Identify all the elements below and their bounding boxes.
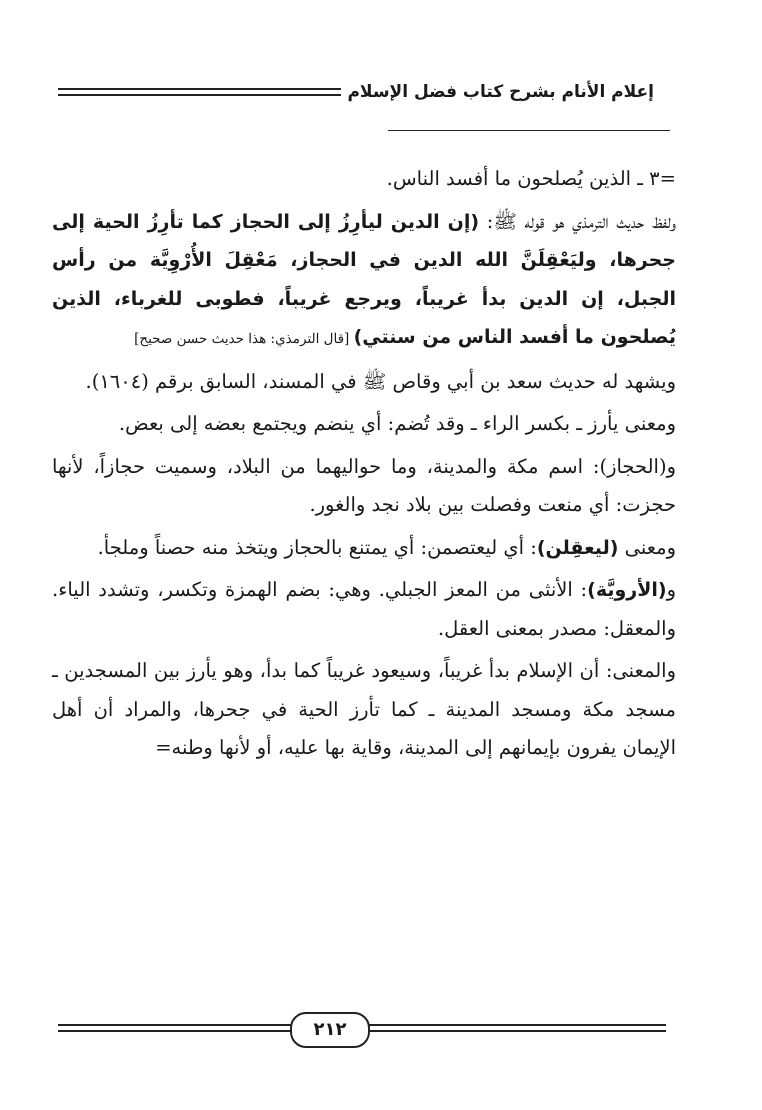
definition-yarizu: ومعنى يأرز ـ بكسر الراء ـ وقد تُضم: أي ينضم ويجتمع بعضه إلى بعض. (118, 412, 676, 435)
page-body (52, 160, 676, 772)
supporting-hadith: ويشهد له حديث سعد بن أبي وقاص ﷺ في المسند، السابق برقم (١٦٠٤). (85, 369, 676, 393)
term-arwiyya: (الأرويَّة) (587, 579, 667, 601)
hadith-paragraph (52, 203, 676, 359)
meaning-paragraph: والمعنى: أن الإسلام بدأ غريباً، وسيعود غريباً كما بدأ، وهو يأرز بين المسجدين ـ مسجد مكة ومسجد المدينة ـ كما تأرز الحية في جحرها، والمراد أن أهل الإيمان يفرون بإيمانهم إلى المدينة، وقاية بها عليه، أو لأنها وطنه= (52, 659, 676, 759)
footnote-continuation: =٣ ـ الذين يُصلحون ما أفسد الناس. (386, 167, 676, 190)
hadith-intro: ولفظ حديث الترمذي هو قوله ﷺ: (479, 209, 676, 233)
definition-hijaz: و(الحجاز): اسم مكة والمدينة، وما حواليهما من البلاد، وسميت حجازاً، لأنها حجزت: أي منعت وفصلت بين بلاد نجد والغور. (52, 454, 676, 516)
page-number: ٢١٢ (290, 1012, 370, 1048)
definition-arwiyya: و(الأرويَّة): الأنثى من المعز الجبلي. وهي: بضم الهمزة وتكسر، وتشدد الياء. والمعقل: مصدر بمعنى العقل. (52, 578, 676, 640)
hadith-text: (إن الدين ليأرِزُ إلى الحجاز كما تأرِزُ الحية إلى جحرها، وليَعْقِلَنَّ الله الدين في الحجاز، مَعْقِلَ الأُرْوِيَّة من رأس الجبل، إن الدين بدأ غريباً، ويرجع غريباً، فطوبى للغرباء، الذين يُصلحون ما أفسد الناس من سنتي) (52, 210, 676, 348)
hadith-grading: [قال الترمذي: هذا حديث حسن صحيح] (134, 331, 354, 347)
definition-yaqilanna: ومعنى (ليعقِلن): أي ليعتصمن: أي يمتنع بالحجاز ويتخذ منه حصناً وملجأ. (97, 535, 676, 559)
term-yaqilanna: (ليعقِلن) (536, 536, 619, 559)
book-title: إعلام الأنام بشرح كتاب فضل الإسلام (341, 80, 654, 104)
page-header (58, 80, 654, 106)
section-divider (388, 130, 670, 131)
page-footer (58, 1012, 666, 1046)
